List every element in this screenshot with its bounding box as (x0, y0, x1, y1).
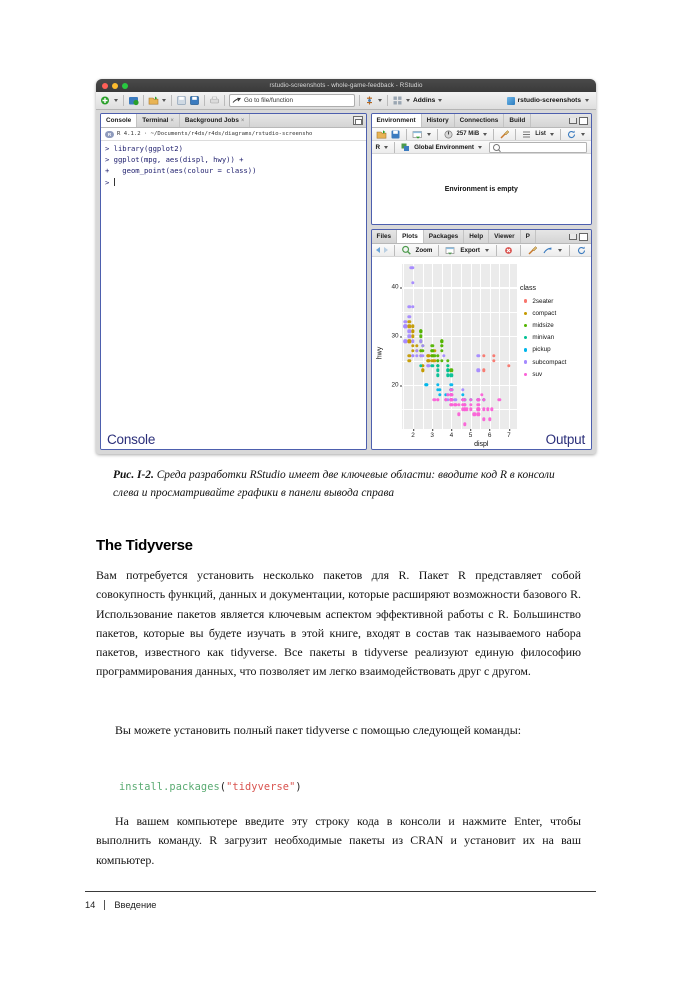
data-point (469, 403, 472, 406)
code-block (119, 781, 302, 793)
legend-color-swatch (524, 373, 527, 376)
rstudio-window (96, 79, 596, 454)
legend-item (520, 344, 588, 356)
section-heading: The Tidyverse (96, 537, 193, 554)
data-point (411, 335, 414, 338)
publish-caret-icon[interactable] (558, 249, 562, 252)
console-status-text: R 4.1.2 · ~/Documents/r4ds/r4ds/diagrams/rstudio-screensho (117, 131, 313, 137)
gridline-major (402, 385, 517, 386)
legend-item (520, 307, 588, 319)
data-point (440, 339, 443, 342)
addins-button[interactable]: Addins (413, 97, 436, 104)
legend-label: minivan (532, 334, 555, 342)
legend-color-swatch (524, 299, 527, 302)
minimize-pane-icon[interactable] (569, 234, 577, 240)
console-line: > library(ggplot2) (105, 144, 183, 153)
divider (438, 245, 439, 256)
tab-label: Build (509, 117, 526, 124)
legend-label: 2seater (532, 297, 554, 305)
paragraph-3: На вашем компьютере введите эту строку кода в консоли и нажмите Enter, чтобы выполнить команду. R загрузит необходимые пакеты из CRAN и установит их на ваш компьютер. (96, 814, 581, 867)
data-point (469, 408, 472, 411)
data-point (446, 359, 449, 362)
divider (406, 129, 407, 140)
export-button[interactable]: Export (460, 246, 480, 254)
clear-plots-broom-icon[interactable] (527, 245, 538, 256)
plots-pane (371, 229, 592, 450)
data-point (431, 364, 434, 367)
tab-label: Connections (459, 117, 499, 124)
divider (143, 95, 144, 106)
tab-label: Help (469, 233, 484, 240)
legend-color-swatch (524, 360, 527, 363)
tab-connections[interactable] (455, 114, 505, 127)
save-workspace-icon[interactable] (390, 129, 401, 140)
tab-viewer[interactable] (489, 230, 521, 243)
data-point (415, 349, 418, 352)
data-point (454, 398, 457, 401)
data-point (465, 408, 468, 411)
publish-icon[interactable] (542, 245, 553, 256)
maximize-pane-icon[interactable] (579, 117, 588, 125)
legend-item (520, 319, 588, 331)
r-logo-icon: R (105, 131, 114, 138)
clear-workspace-broom-icon[interactable] (499, 129, 510, 140)
console-line: > (105, 177, 114, 187)
scope-label[interactable]: Global Environment (414, 143, 474, 151)
data-point (482, 418, 485, 421)
footer-divider (85, 891, 596, 892)
data-point (421, 369, 424, 372)
plots-pane-buttons[interactable] (569, 230, 591, 243)
legend-item (520, 332, 588, 344)
data-point (450, 398, 453, 401)
divider (496, 245, 497, 256)
data-point (482, 398, 485, 401)
divider (520, 245, 521, 256)
legend-item (520, 295, 588, 307)
environment-pane (371, 113, 592, 225)
annotation-console: Console (107, 432, 156, 447)
window-controls[interactable] (96, 83, 128, 89)
plot-canvas[interactable] (372, 257, 591, 449)
goto-file-placeholder: Go to file/function (244, 97, 294, 104)
window-title: rstudio-screenshots - whole-game-feedback - RStudio (269, 82, 423, 89)
tab-presentation[interactable] (521, 230, 536, 243)
remove-plot-icon[interactable] (503, 245, 514, 256)
grid-layout-icon[interactable] (392, 95, 403, 106)
divider (204, 95, 205, 106)
project-caret-icon[interactable] (585, 99, 589, 102)
y-axis-label: hwy (376, 346, 384, 360)
data-point (450, 383, 453, 386)
data-point (421, 354, 424, 357)
data-point (440, 359, 443, 362)
import-dataset-icon[interactable] (412, 129, 423, 140)
data-point (425, 383, 428, 386)
data-point (408, 320, 411, 323)
data-point (408, 359, 411, 362)
refresh-plot-icon[interactable] (576, 245, 587, 256)
data-point (450, 403, 453, 406)
refresh-caret-icon[interactable] (581, 133, 585, 136)
divider (359, 95, 360, 106)
data-point (440, 349, 443, 352)
goto-arrow-icon (232, 96, 241, 105)
console-tabbar (101, 114, 366, 128)
export-icon[interactable] (445, 245, 456, 256)
x-axis-tick: 3 (430, 432, 434, 439)
data-point (469, 398, 472, 401)
data-point (411, 305, 414, 308)
data-point (463, 403, 466, 406)
x-axis-tick: 5 (468, 432, 473, 439)
environment-empty-message: Environment is empty (372, 154, 591, 224)
data-point (507, 364, 510, 367)
x-axis-tick: 4 (449, 432, 454, 439)
gridline-major (490, 263, 491, 429)
divider (171, 95, 172, 106)
divider (387, 95, 388, 106)
tab-help[interactable] (464, 230, 489, 243)
data-point (498, 398, 501, 401)
data-point (463, 422, 466, 425)
tabbar-filler (536, 230, 569, 243)
data-point (415, 344, 418, 347)
legend-color-swatch (524, 312, 527, 315)
tab-files[interactable] (372, 230, 398, 243)
data-point (411, 266, 414, 269)
environment-toolbar (372, 128, 591, 141)
code-function: install.packages (119, 781, 220, 793)
ggplot-figure (372, 257, 591, 449)
annotation-output: Output (545, 432, 585, 447)
close-icon[interactable] (102, 83, 108, 89)
data-point (427, 364, 430, 367)
view-mode-caret-icon[interactable] (550, 133, 554, 136)
tabbar-filler (250, 114, 352, 127)
addins-caret-icon[interactable] (438, 99, 442, 102)
environment-search-input[interactable] (489, 142, 587, 153)
y-axis-tick: 30 (391, 332, 399, 340)
divider (493, 129, 494, 140)
data-point (436, 364, 439, 367)
new-project-icon[interactable] (128, 95, 139, 106)
data-point (436, 398, 439, 401)
data-point (432, 398, 435, 401)
tab-label: Background Jobs (184, 117, 239, 124)
plot-legend (520, 285, 588, 380)
main-toolbar (96, 92, 596, 110)
data-point (411, 325, 414, 328)
code-paren-close: ) (295, 781, 302, 793)
paragraph-2: Вы можете установить полный пакет tidyverse с помощью следующей команды: (115, 723, 522, 737)
data-point (436, 369, 439, 372)
data-point (450, 374, 453, 377)
project-icon (507, 97, 515, 105)
plots-toolbar (372, 244, 591, 257)
page-number: 14 (85, 900, 96, 910)
close-icon[interactable]: × (170, 117, 174, 124)
view-mode-label[interactable]: List (535, 131, 546, 137)
data-point (404, 339, 407, 342)
tab-label: P (525, 233, 530, 240)
gridline-major (509, 263, 510, 429)
data-point (408, 330, 411, 333)
tab-label: Console (106, 117, 132, 124)
search-icon (493, 144, 500, 151)
legend-label: compact (532, 309, 557, 317)
data-point (408, 335, 411, 338)
data-point (436, 383, 439, 386)
scope-language-caret-icon[interactable] (384, 146, 388, 149)
tab-packages[interactable] (424, 230, 465, 243)
data-point (436, 374, 439, 377)
data-point (492, 354, 495, 357)
gridline-major (402, 287, 517, 288)
data-point (480, 393, 483, 396)
zoom-button[interactable]: Zoom (415, 246, 433, 254)
tab-label: Terminal (142, 117, 169, 124)
tab-background-jobs[interactable] (180, 114, 251, 127)
legend-label: suv (532, 370, 543, 378)
tab-label: History (426, 117, 449, 124)
footer-section: Введение (114, 900, 157, 910)
caption-text: Среда разработки RStudio имеет две ключевые области: вводите код R в консоли слева и просматривайте графики в панели вывода справа (113, 469, 555, 499)
data-point (408, 315, 411, 318)
data-point (482, 408, 485, 411)
divider (437, 129, 438, 140)
goto-file-function-input[interactable] (229, 94, 355, 107)
global-environment-icon (400, 142, 411, 153)
data-point (442, 354, 445, 357)
data-point (461, 388, 464, 391)
code-paren-open: ( (219, 781, 227, 793)
tab-label: Files (376, 233, 392, 240)
maximize-icon[interactable] (122, 83, 128, 89)
divider (560, 129, 561, 140)
right-pane-column (371, 113, 592, 450)
import-caret-icon[interactable] (427, 133, 431, 136)
x-axis-tick: 7 (507, 432, 511, 439)
panes-caret-icon[interactable] (378, 99, 382, 102)
new-file-icon[interactable] (100, 95, 111, 106)
divider (569, 245, 570, 256)
zoom-magnifier-icon[interactable] (401, 245, 412, 256)
environment-scope-bar (372, 141, 591, 154)
tab-environment[interactable] (372, 114, 422, 127)
data-point (411, 330, 414, 333)
data-point (482, 354, 485, 357)
console-pane-buttons[interactable] (353, 114, 366, 127)
tab-label: Packages (428, 233, 459, 240)
export-caret-icon[interactable] (485, 249, 489, 252)
y-axis-tick: 20 (391, 381, 399, 389)
tab-label: Plots (402, 233, 418, 240)
list-view-icon[interactable] (521, 129, 532, 140)
minimize-icon[interactable] (112, 83, 118, 89)
figure-caption (113, 466, 581, 502)
minimize-pane-icon[interactable] (569, 118, 577, 124)
maximize-pane-icon[interactable] (579, 233, 588, 241)
x-axis-tick: 6 (487, 432, 492, 439)
x-axis-tick: 2 (411, 432, 415, 439)
data-point (492, 359, 495, 362)
data-point (415, 354, 418, 357)
plot-panel (391, 263, 517, 439)
open-file-icon[interactable] (148, 95, 159, 106)
next-plot-icon[interactable] (384, 247, 388, 253)
tab-label: Viewer (494, 233, 515, 240)
data-point (431, 344, 434, 347)
divider (394, 142, 395, 153)
page-footer (85, 900, 156, 910)
project-selector[interactable] (507, 97, 592, 105)
new-file-caret-icon[interactable] (114, 99, 118, 102)
text-cursor (114, 178, 115, 186)
panes-container (96, 109, 596, 454)
x-axis-label: displ (474, 441, 489, 448)
data-point (488, 418, 491, 421)
y-axis-tick: 40 (391, 283, 399, 291)
legend-color-swatch (524, 348, 527, 351)
maximize-pane-icon[interactable] (353, 116, 363, 125)
open-file-caret-icon[interactable] (162, 99, 166, 102)
data-point (421, 349, 424, 352)
divider (394, 245, 395, 256)
data-point (450, 393, 453, 396)
data-point (411, 281, 414, 284)
data-point (440, 344, 443, 347)
data-point (482, 369, 485, 372)
data-point (446, 369, 449, 372)
console-line: > ggplot(mpg, aes(displ, hwy)) + (105, 155, 244, 165)
tab-terminal[interactable] (137, 114, 180, 127)
tab-console[interactable] (101, 114, 137, 127)
data-point (404, 320, 407, 323)
tab-build[interactable] (504, 114, 531, 127)
data-point (404, 325, 407, 328)
legend-color-swatch (524, 324, 527, 327)
memory-usage-icon (443, 129, 454, 140)
data-point (450, 369, 453, 372)
console-status-line (101, 128, 366, 141)
footer-separator (104, 900, 105, 910)
window-titlebar (96, 79, 596, 92)
refresh-icon[interactable] (566, 129, 577, 140)
legend-item (520, 356, 588, 368)
data-point (490, 408, 493, 411)
console-output[interactable] (101, 141, 366, 449)
caption-label: Рис. I-2. (113, 469, 154, 481)
legend-color-swatch (524, 336, 527, 339)
data-point (411, 339, 414, 342)
save-icon[interactable] (176, 95, 187, 106)
tab-history[interactable] (422, 114, 455, 127)
paragraph-1: Вам потребуется установить несколько пакетов для R. Пакет R представляет собой совокупность функций, данных и документации, которые расширяют возможности базового R. Использование пакетов является ключевым аспектом эффективной работы с R. Большинство пакетов, которые вы будете изучать в этой книге, входят в состав так называемого набора пакетов, известного как tidyverse. Все пакеты в tidyverse реализуют единую философию программирования данных, что позволяет им легко взаимодействовать друг с другом. (96, 568, 581, 679)
memory-caret-icon[interactable] (483, 133, 487, 136)
tab-plots[interactable] (397, 230, 424, 243)
divider (515, 129, 516, 140)
legend-item (520, 368, 588, 380)
divider (224, 95, 225, 106)
workspace-panes-icon[interactable] (364, 95, 375, 106)
figure-rstudio-screenshot (96, 79, 596, 454)
console-pane (100, 113, 367, 450)
legend-label: subcompact (532, 358, 567, 366)
data-point (450, 388, 453, 391)
environment-pane-buttons[interactable] (569, 114, 591, 127)
console-line: + geom_point(aes(colour = class)) (105, 166, 257, 176)
plots-tabbar (372, 230, 591, 244)
previous-plot-icon[interactable] (376, 247, 380, 253)
project-name: rstudio-screenshots (517, 97, 581, 104)
legend-items (520, 295, 588, 380)
code-string: "tidyverse" (226, 781, 296, 793)
data-point (436, 354, 439, 357)
data-point (421, 344, 424, 347)
scope-caret-icon[interactable] (478, 146, 482, 149)
print-icon[interactable] (209, 95, 220, 106)
grid-caret-icon[interactable] (406, 99, 410, 102)
environment-tabbar (372, 114, 591, 128)
close-icon[interactable]: × (240, 117, 245, 124)
load-workspace-icon[interactable] (376, 129, 387, 140)
legend-label: pickup (532, 346, 551, 354)
legend-label: midsize (532, 321, 554, 329)
tabbar-filler (531, 114, 569, 127)
save-all-icon[interactable] (189, 95, 200, 106)
divider (123, 95, 124, 106)
scope-language-label[interactable]: R (375, 143, 381, 151)
legend-title: class (520, 285, 536, 292)
tab-label: Environment (376, 117, 416, 124)
memory-usage-label[interactable]: 257 MiB (456, 131, 480, 137)
data-point (461, 393, 464, 396)
data-point (446, 364, 449, 367)
